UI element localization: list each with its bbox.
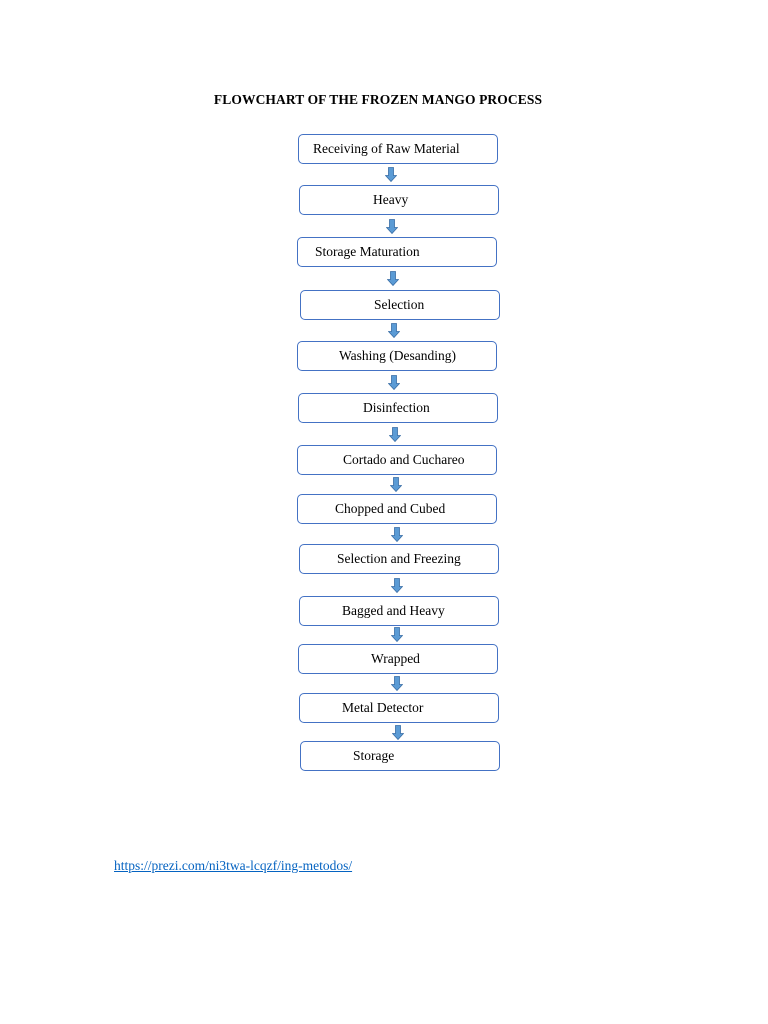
down-arrow-icon (391, 627, 403, 642)
step-label: Heavy (373, 192, 409, 207)
step-label: Selection and Freezing (337, 551, 461, 566)
step-label: Washing (Desanding) (339, 348, 457, 363)
step-wrapped (298, 644, 498, 674)
down-arrow-icon (388, 323, 400, 338)
step-selection-and-freezing (299, 544, 499, 574)
down-arrow-icon (387, 271, 399, 286)
source-link[interactable]: https://prezi.com/ni3twa-lcqzf/ing-metodos/ (114, 858, 353, 873)
step-cortado-and-cuchareo (297, 445, 497, 475)
down-arrow-icon (391, 527, 403, 542)
down-arrow-icon (391, 676, 403, 691)
down-arrow-icon (392, 725, 404, 740)
step-metal-detector (299, 693, 499, 723)
step-heavy (299, 185, 499, 215)
step-receiving-of-raw-material (298, 134, 498, 164)
down-arrow-icon (385, 167, 397, 182)
step-label: Receiving of Raw Material (313, 141, 460, 156)
step-chopped-and-cubed (297, 494, 497, 524)
down-arrow-icon (386, 219, 398, 234)
down-arrow-icon (390, 477, 402, 492)
flowchart-title: FLOWCHART OF THE FROZEN MANGO PROCESS (213, 92, 543, 107)
step-label: Bagged and Heavy (342, 603, 445, 618)
step-storage (300, 741, 500, 771)
step-disinfection (298, 393, 498, 423)
step-label: Metal Detector (342, 700, 424, 715)
step-label: Cortado and Cuchareo (343, 452, 465, 467)
step-label: Disinfection (363, 400, 430, 415)
step-label: Wrapped (371, 651, 420, 666)
down-arrow-icon (388, 375, 400, 390)
step-label: Chopped and Cubed (335, 501, 446, 516)
step-label: Storage (353, 748, 395, 763)
down-arrow-icon (389, 427, 401, 442)
down-arrow-icon (391, 578, 403, 593)
step-washing-desanding (297, 341, 497, 371)
step-selection (300, 290, 500, 320)
step-bagged-and-heavy (299, 596, 499, 626)
step-storage-maturation (297, 237, 497, 267)
step-label: Selection (374, 297, 425, 312)
step-label: Storage Maturation (315, 244, 420, 259)
